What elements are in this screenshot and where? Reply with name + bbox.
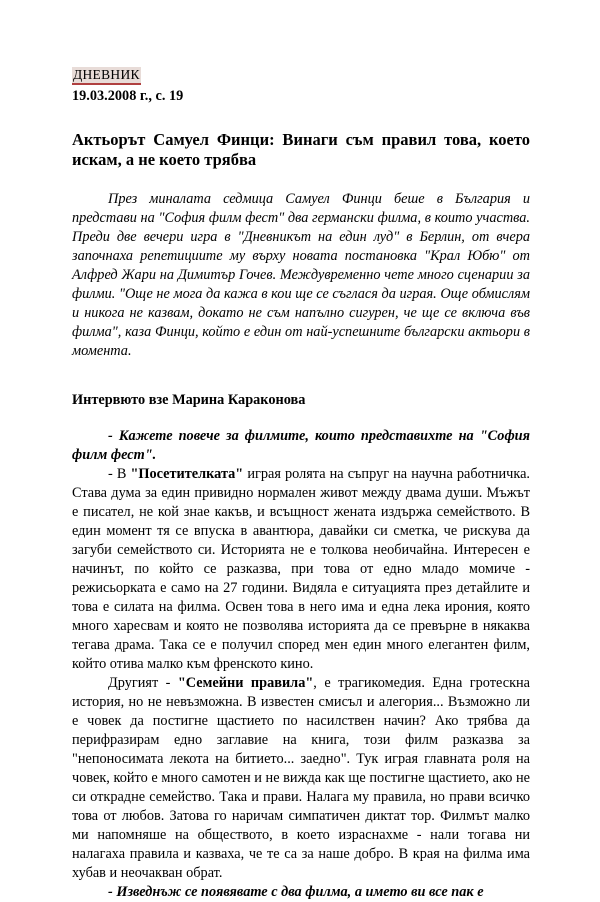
film-title-1: "Посетителката" xyxy=(130,466,244,482)
answer-2 xyxy=(72,674,530,883)
answer-1-text: играя ролята на съпруг на научна работничка. Става дума за един привидно нормален живот между двама души. Мъжът е писател, не кой знае какъв, и всъщност жената издържа семейството. В един момент тя се впуска в авантюра, давайки си сметка, че рискува да загуби семейството си. Историята не е толкова необичайна. Интересен е начинът, по който се разказва, при това от едно младо момиче - режисьорката е само на 27 години. Видяла е ситуацията през детайлите и това е силата на филма. Освен това в него има и една лека ирония, която много харесвам и която не позволява историята да се превърне в някаква тегава драма. Така се е получил според мен един много елегантен филм, който отива малко към френското кино. xyxy=(72,466,530,672)
source-link[interactable]: ДНЕВНИК xyxy=(72,67,141,85)
answer-1 xyxy=(72,465,530,674)
interviewer-credit: Интервюто взе Марина Караконова xyxy=(72,392,306,408)
question-2: - Изведнъж се появявате с два филма, а името ви все пак е xyxy=(108,884,484,900)
article-title: Актьорът Самуел Финци: Винаги съм правил това, което искам, а не което трябва xyxy=(72,130,530,169)
answer-2-prefix: Другият - xyxy=(108,675,178,691)
article-lead: През миналата седмица Самуел Финци беше в България и представи на "София филм фест" два германски филма, в които участва. Преди две вечери игра в "Дневникът на един луд" в Берлин, от вчера започнаха репетициите му върху новата постановка "Крал Юбю" от Алфред Жари на Димитър Гочев. Междувременно чете много сценарии за филми. "Още не мога да кажа в кои ще се съглася да играя. Още обмислям и никога не казвам, докато не съм напълно сигурен, че ще се включа във филма", каза Финци, който е един от най-успешните български актьори в момента. xyxy=(72,191,530,359)
article-page xyxy=(72,66,530,902)
film-title-2: "Семейни правила" xyxy=(177,675,314,691)
publication-date: 19.03.2008 г., с. 19 xyxy=(72,88,184,104)
question-1: - Кажете повече за филмите, които представихте на "София филм фест". xyxy=(72,428,530,463)
answer-2-text: , е трагикомедия. Една гротескна история, но не невъзможна. В известен смисъл и алегория... Възможно ли е човек да постигне щастието по насилствен начин? Ако трябва да перифразирам едно заглавие на книга, този филм разказва за "непоносимата лекота на битието... заедно". Тук играя главната роля на човек, който е много самотен и не вижда как ще постигне щастието, ако не си открадне семейство. Така и прави. Налага му правила, но прави всичко това от любов. Затова го наричам симпатичен диктат тор. Филмът малко ми напомняше на обществото, в което израснахме - нали тогава ни налагаха правила и казваха, че те са за наше добро. В края на филма има хубав и неочакван обрат. xyxy=(72,675,531,881)
source-line xyxy=(72,66,530,85)
answer-1-prefix: - В xyxy=(108,466,131,482)
